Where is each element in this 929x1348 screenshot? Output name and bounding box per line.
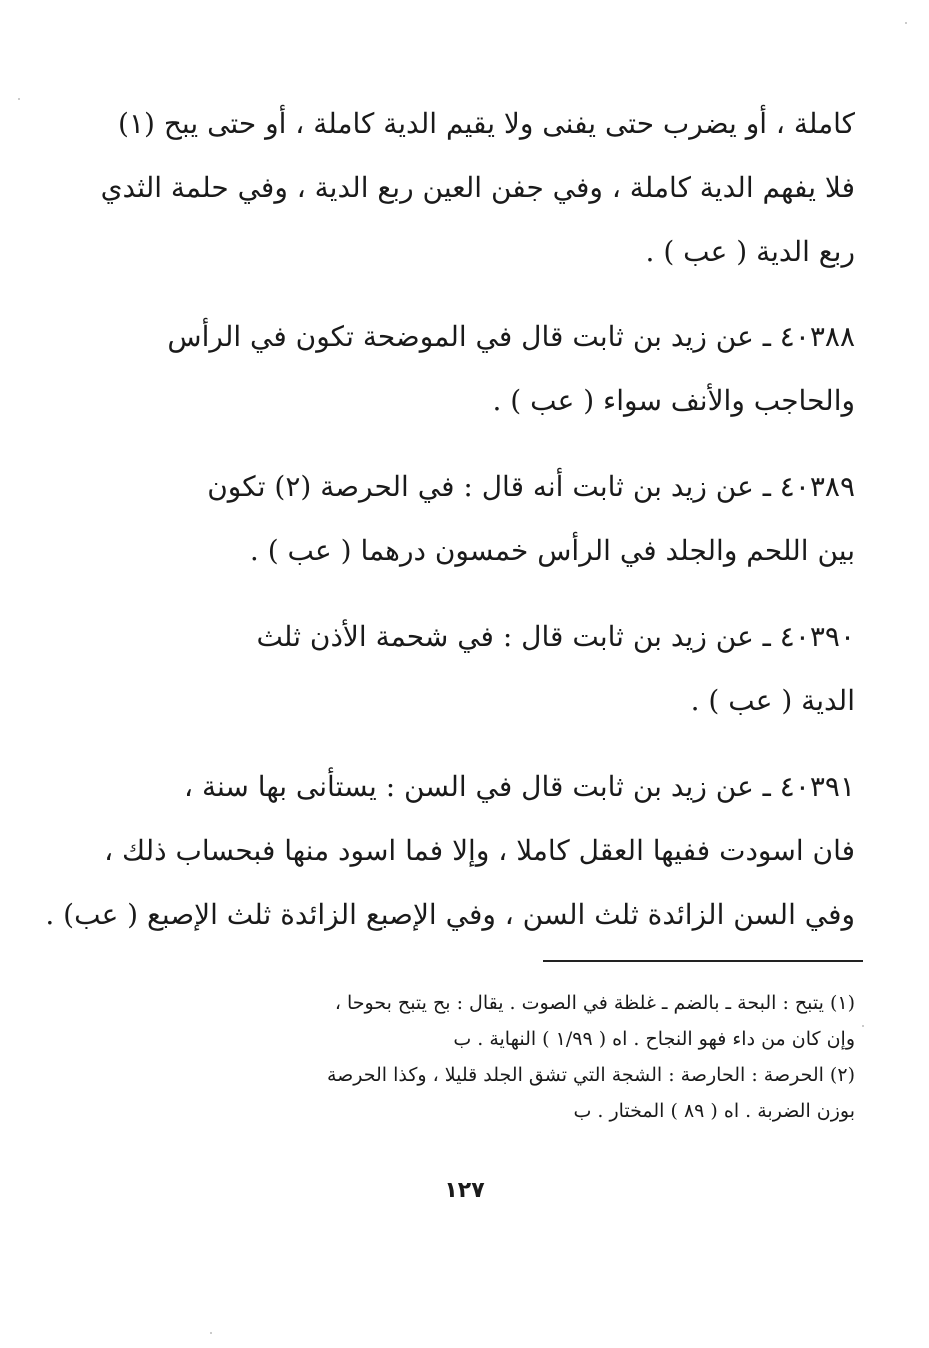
hadith-40388 [150, 305, 855, 433]
hadith-40390 [150, 605, 855, 733]
footnote-line: وإن كان من داء فهو النجاح . اه ( ١/٩٩ ) النهاية . ب [453, 1028, 855, 1050]
scan-speck [210, 1332, 212, 1334]
footnote-divider [543, 960, 863, 962]
text-line: ٤٠٣٨٩ ـ عن زيد بن ثابت أنه قال : في الحرصة (٢) تكون [207, 470, 855, 503]
scan-speck [905, 22, 907, 24]
scan-speck [18, 98, 20, 100]
footnotes [150, 985, 855, 1129]
text-line: والحاجب والأنف سواء ( عب ) . [492, 384, 855, 417]
footnote-1 [150, 985, 855, 1057]
footnote-2 [150, 1057, 855, 1129]
text-line: بين اللحم والجلد في الرأس خمسون درهما ( عب ) . [249, 534, 855, 567]
hadith-40389 [150, 455, 855, 583]
footnote-line: (١) يتبح : البحة ـ بالضم ـ غلظة في الصوت . يقال : بح يتبح بحوحا ، [334, 992, 855, 1014]
text-line: فان اسودت ففيها العقل كاملا ، وإلا فما اسود منها فبحساب ذلك ، [104, 834, 855, 867]
paragraph-continuation [100, 92, 855, 284]
text-line: فلا يفهم الدية كاملة ، وفي جفن العين ربع الدية ، وفي حلمة الثدي [100, 171, 855, 204]
page-number: ١٢٧ [444, 1178, 485, 1203]
text-line: كاملة ، أو يضرب حتى يفنى ولا يقيم الدية كاملة ، أو حتى يبح (١) [118, 107, 855, 140]
footnote-line: (٢) الحرصة : الحارصة : الشجة التي تشق الجلد قليلا ، وكذا الحرصة [326, 1064, 855, 1086]
hadith-40391 [45, 755, 855, 947]
text-line: ٤٠٣٩١ ـ عن زيد بن ثابت قال في السن : يستأنى بها سنة ، [184, 770, 855, 803]
text-line: وفي السن الزائدة ثلث السن ، وفي الإصبع الزائدة ثلث الإصبع ( عب) . [45, 898, 855, 931]
text-line: ٤٠٣٩٠ ـ عن زيد بن ثابت قال : في شحمة الأذن ثلث [256, 620, 855, 653]
text-line: ٤٠٣٨٨ ـ عن زيد بن ثابت قال في الموضحة تكون في الرأس [167, 320, 855, 353]
footnote-line: بوزن الضربة . اه ( ٨٩ ) المختار . ب [573, 1100, 855, 1122]
text-line: ربع الدية ( عب ) . [645, 235, 855, 268]
text-line: الدية ( عب ) . [690, 684, 855, 717]
scan-speck [862, 1025, 864, 1027]
